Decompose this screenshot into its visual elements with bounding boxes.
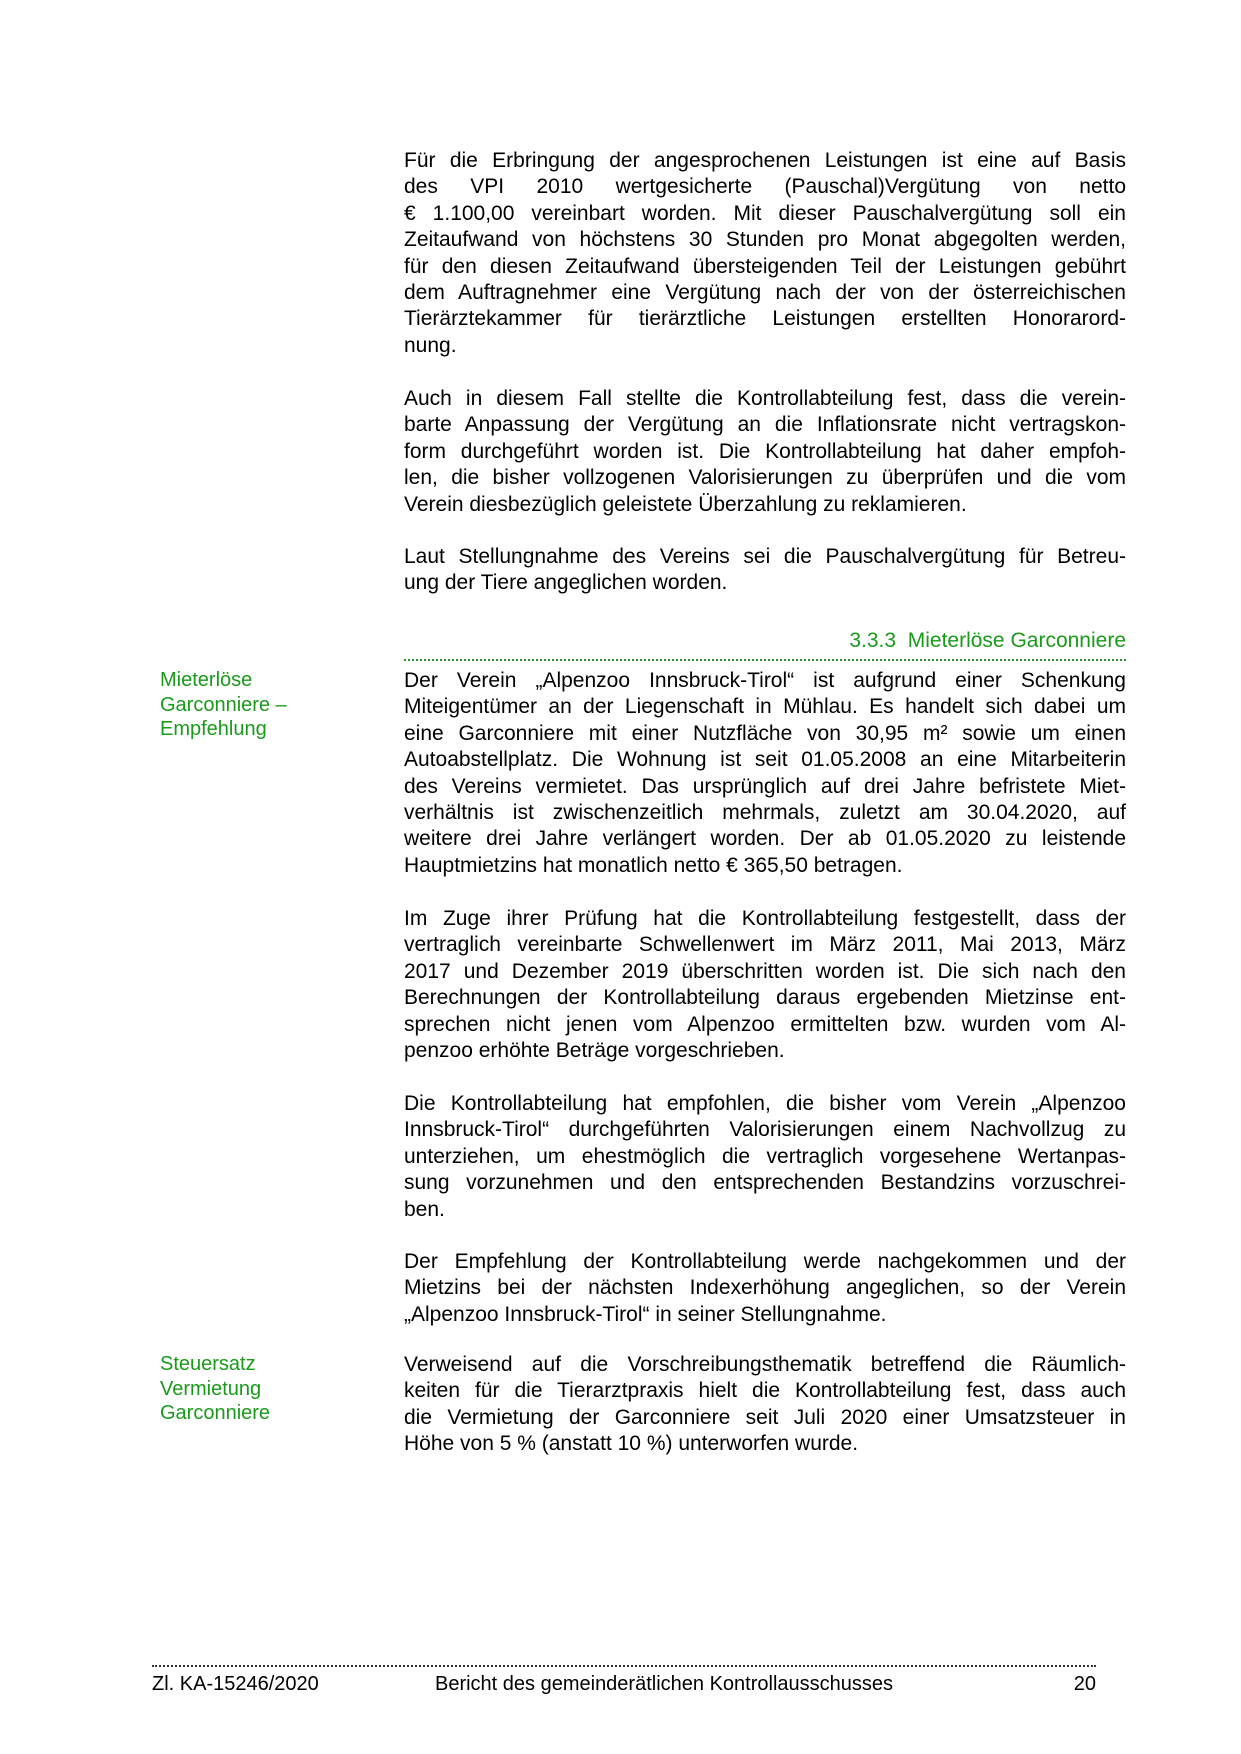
text-line: vertraglich vereinbarte Schwellenwert im März 2011, Mai 2013, März — [404, 933, 1126, 957]
text-line: Für die Erbringung der angesprochenen Leistungen ist eine auf Basis — [404, 149, 1126, 172]
margin-note-line: Empfehlung — [160, 718, 267, 741]
text-line: ung der Tiere angeglichen worden. — [404, 571, 728, 595]
text-line: 2017 und Dezember 2019 überschritten worden ist. Die sich nach den — [404, 959, 1126, 983]
text-line: ben. — [404, 1197, 445, 1221]
text-line: „Alpenzoo Innsbruck-Tirol“ in seiner Stellungnahme. — [404, 1302, 887, 1326]
text-line: Zeitaufwand von höchstens 30 Stunden pro Monat abgegolten werden, — [404, 228, 1126, 252]
text-line: Laut Stellungnahme des Vereins sei die Pauschalvergütung für Betreu- — [404, 545, 1126, 568]
text-line: weitere drei Jahre verlängert worden. Der ab 01.05.2020 zu leistende — [404, 827, 1126, 851]
text-line: barte Anpassung der Vergütung an die Inflationsrate nicht vertragskon- — [404, 413, 1126, 437]
text-line: des Vereins vermietet. Das ursprünglich auf drei Jahre befristete Miet- — [404, 774, 1126, 798]
page-number: 20 — [1073, 1673, 1096, 1695]
text-line: Höhe von 5 % (anstatt 10 %) unterworfen wurde. — [404, 1432, 859, 1456]
text-line: die Vermietung der Garconniere seit Juli 2020 einer Umsatzsteuer in — [404, 1405, 1126, 1429]
text-line: Verweisend auf die Vorschreibungsthematik betreffend die Räumlich- — [404, 1353, 1126, 1376]
text-line: form durchgeführt worden ist. Die Kontrollabteilung hat daher empfoh- — [404, 439, 1126, 463]
text-line: dem Auftragnehmer eine Vergütung nach der von der österreichischen — [404, 281, 1126, 305]
text-line: Der Verein „Alpenzoo Innsbruck-Tirol“ ist aufgrund einer Schenkung — [404, 669, 1126, 692]
text-line: Auch in diesem Fall stellte die Kontrollabteilung fest, dass die verein- — [404, 387, 1126, 410]
paragraph-fee-agreement — [404, 148, 1126, 359]
text-line: nung. — [404, 333, 457, 357]
text-line: Mietzins bei der nächsten Indexerhöhung angeglichen, so der Verein — [404, 1276, 1126, 1300]
text-line: sprechen nicht jenen vom Alpenzoo ermittelten bzw. wurden vom Al- — [404, 1012, 1126, 1036]
paragraph-association-statement — [404, 544, 1126, 597]
text-line: Autoabstellplatz. Die Wohnung ist seit 01.05.2008 an eine Mitarbeiterin — [404, 748, 1126, 772]
text-line: Verein diesbezüglich geleistete Überzahlung zu reklamieren. — [404, 492, 967, 516]
text-line: eine Garconniere mit einer Nutzfläche von 30,95 m² sowie um einen — [404, 721, 1126, 745]
paragraph-tax-finding — [404, 1352, 1126, 1458]
text-line: Hauptmietzins hat monatlich netto € 365,50 betragen. — [404, 853, 903, 877]
footer-reference: Zl. KA-15246/2020 — [152, 1673, 319, 1695]
text-line: für den diesen Zeitaufwand übersteigenden Teil der Leistungen gebührt — [404, 254, 1126, 278]
text-line: penzoo erhöhte Beträge vorgeschrieben. — [404, 1039, 785, 1063]
margin-note-line: Steuersatz — [160, 1353, 256, 1375]
text-line: Berechnungen der Kontrollabteilung daraus ergebenden Mietzinse ent- — [404, 986, 1126, 1010]
margin-note-tax-rate — [160, 1352, 360, 1426]
paragraph-apartment-description — [404, 668, 1126, 879]
section-heading — [404, 628, 1126, 654]
paragraph-inflation-finding — [404, 386, 1126, 518]
margin-note-line: Garconniere – — [160, 693, 287, 716]
text-line: unterziehen, um ehestmöglich die vertraglich vorgesehene Wertanpas- — [404, 1144, 1126, 1168]
text-line: € 1.100,00 vereinbart worden. Mit dieser Pauschalvergütung soll ein — [404, 201, 1126, 225]
text-line: len, die bisher vollzogenen Valorisierungen zu überprüfen und die vom — [404, 466, 1126, 490]
paragraph-threshold-finding — [404, 906, 1126, 1064]
footer-divider — [152, 1665, 1096, 1667]
margin-note-line: Garconniere — [160, 1402, 271, 1425]
text-line: Im Zuge ihrer Prüfung hat die Kontrollabteilung festgestellt, dass der — [404, 907, 1126, 930]
section-divider — [404, 659, 1126, 661]
text-line: Die Kontrollabteilung hat empfohlen, die bisher vom Verein „Alpenzoo — [404, 1092, 1126, 1115]
text-line: Miteigentümer an der Liegenschaft in Mühlau. Es handelt sich dabei um — [404, 695, 1126, 719]
margin-note-rental-income — [160, 668, 360, 742]
text-line: Tierärztekammer für tierärztliche Leistungen erstellten Honorarord- — [404, 307, 1126, 331]
text-line: Innsbruck-Tirol“ durchgeführten Valorisierungen einem Nachvollzug zu — [404, 1118, 1126, 1142]
paragraph-response — [404, 1249, 1126, 1328]
text-line: des VPI 2010 wertgesicherte (Pauschal)Vergütung von netto — [404, 175, 1126, 199]
text-line: sung vorzunehmen und den entsprechenden Bestandzins vorzuschrei- — [404, 1171, 1126, 1195]
margin-note-line: Mieterlöse — [160, 669, 253, 691]
section-number: 3.3.3 — [849, 629, 897, 652]
text-line: verhältnis ist zwischenzeitlich mehrmals, zuletzt am 30.04.2020, auf — [404, 801, 1126, 825]
section-title: Mieterlöse Garconniere — [907, 629, 1126, 652]
text-line: Der Empfehlung der Kontrollabteilung werde nachgekommen und der — [404, 1250, 1126, 1273]
margin-note-line: Vermietung — [160, 1377, 262, 1400]
footer-title: Bericht des gemeinderätlichen Kontrollausschusses — [434, 1673, 894, 1695]
text-line: keiten für die Tierarztpraxis hielt die Kontrollabteilung fest, dass auch — [404, 1379, 1126, 1403]
paragraph-recommendation — [404, 1091, 1126, 1223]
